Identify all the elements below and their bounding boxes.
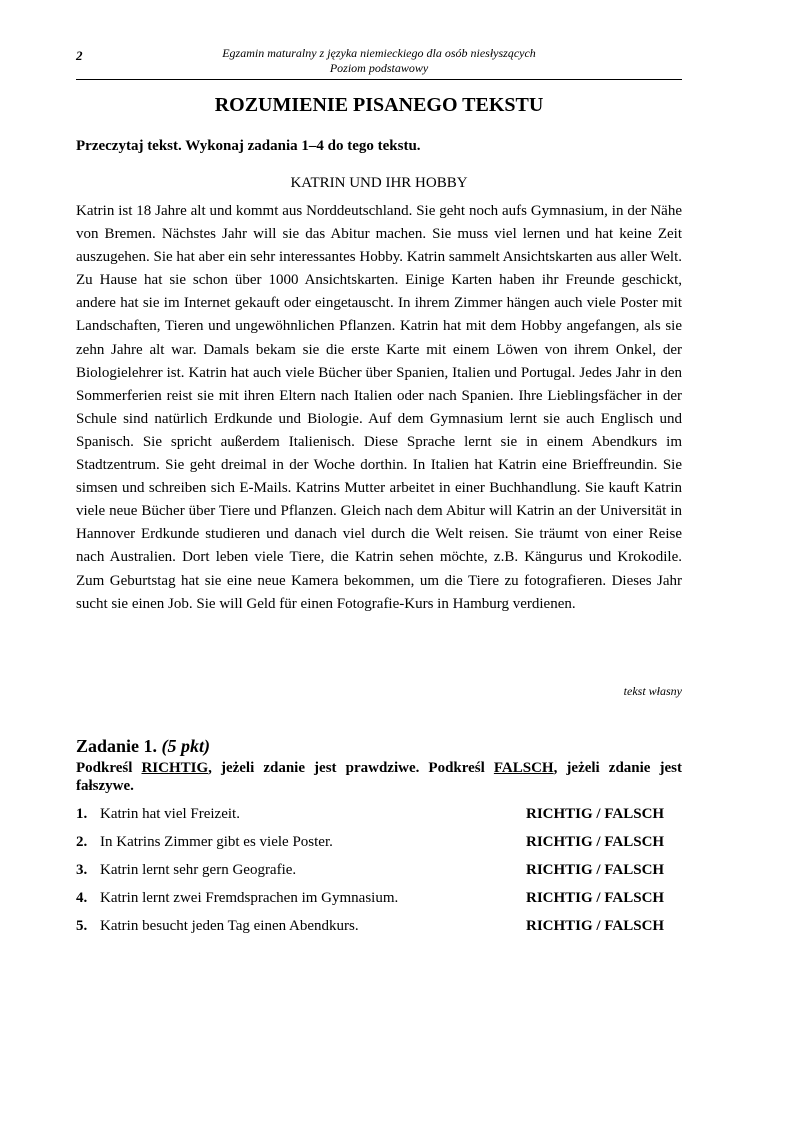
task-title bbox=[76, 736, 210, 757]
page-number: 2 bbox=[76, 48, 83, 63]
header-text bbox=[76, 46, 682, 76]
task-item bbox=[76, 832, 682, 860]
task-instruction-part: , jeżeli zdanie jest fałszywe. bbox=[76, 760, 682, 794]
item-answer-choice[interactable]: RICHTIG / FALSCH bbox=[526, 918, 665, 934]
item-answer-choice[interactable]: RICHTIG / FALSCH bbox=[526, 862, 665, 878]
item-number: 2. bbox=[76, 834, 88, 850]
task-instruction-part: Podkreśl bbox=[76, 760, 142, 776]
text-title: KATRIN UND IHR HOBBY bbox=[290, 175, 468, 191]
item-sentence: Katrin lernt zwei Fremdsprachen im Gymnasium. bbox=[100, 890, 399, 906]
section-title: ROZUMIENIE PISANEGO TEKSTU bbox=[214, 94, 544, 116]
task-item bbox=[76, 916, 682, 944]
richtig-keyword: RICHTIG bbox=[141, 760, 209, 776]
falsch-keyword: FALSCH bbox=[493, 760, 554, 776]
item-sentence: In Katrins Zimmer gibt es viele Poster. bbox=[100, 834, 333, 850]
task-item bbox=[76, 804, 682, 832]
reading-instruction: Przeczytaj tekst. Wykonaj zadania 1–4 do tego tekstu. bbox=[76, 138, 421, 154]
reading-text-body: Katrin ist 18 Jahre alt und kommt aus Norddeutschland. Sie geht noch aufs Gymnasium, in der Nähe von Bremen. Nächstes Jahr will sie das Abitur machen. Sie muss viel lernen und hat keine Zeit auszugehen. Sie hat aber ein sehr interessantes Hobby. Katrin sammelt Ansichtskarten aus aller Welt. Zu Hause hat sie schon über 1000 Ansichtskarten. Einige Karten haben ihr Freunde geschickt, andere hat sie im Internet gekauft oder eingetauscht. In ihrem Zimmer hängen auch viele Poster mit Landschaften, Tieren und ungewöhnlichen Pflanzen. Katrin hat mit dem Hobby angefangen, als sie zehn Jahre alt war. Damals bekam sie die erste Karte mit einem Löwen von ihrem Onkel, der Biologielehrer ist. Katrin hat auch viele Bücher über Spanien, Italien und Portugal. Jedes Jahr in den Sommerferien reist sie mit ihren Eltern nach Italien oder nach Spanien. Ihre Lieblingsfächer in der Schule sind natürlich Erdkunde und Biologie. Auf dem Gymnasium lernt sie auch Englisch und Spanisch. Sie spricht außerdem Italienisch. Diese Sprache lernt sie in einem Abendkurs im Stadtzentrum. Sie geht dreimal in der Woche dorthin. In Italien hat Katrin eine Brieffreundin. Sie simsen und schreiben sich E-Mails. Katrins Mutter arbeitet in einer Buchhandlung. Sie kauft Katrin viele neue Bücher über Tiere und Pflanzen. Gleich nach dem Abitur will Katrin an der Universität in Hannover Erdkunde studieren und danach viel durch die Welt reisen. Sie träumt von einer Reise nach Australien. Dort leben viele Tiere, die Katrin sehen möchte, z.B. Kängurus und Krokodile. Zum Geburtstag hat sie eine neue Kamera bekommen, um die Tiere zu fotografieren. Dieses Jahr sucht sie einen Job. Sie will Geld für einen Fotografie-Kurs in Hamburg verdienen. bbox=[76, 203, 682, 612]
task-item bbox=[76, 860, 682, 888]
item-sentence: Katrin lernt sehr gern Geografie. bbox=[100, 862, 297, 878]
task-instruction-part: , jeżeli zdanie jest prawdziwe. Podkreśl bbox=[208, 760, 494, 776]
item-answer-choice[interactable]: RICHTIG / FALSCH bbox=[526, 890, 665, 906]
header-level: Poziom podstawowy bbox=[329, 61, 429, 75]
item-answer-choice[interactable]: RICHTIG / FALSCH bbox=[526, 834, 665, 850]
task-points: (5 pkt) bbox=[161, 736, 211, 756]
header-exam-title: Egzamin maturalny z języka niemieckiego dla osób niesłyszących bbox=[222, 46, 536, 60]
item-number: 4. bbox=[76, 890, 88, 906]
item-number: 3. bbox=[76, 862, 88, 878]
item-sentence: Katrin hat viel Freizeit. bbox=[100, 806, 240, 822]
task-instruction bbox=[76, 759, 682, 795]
task-number: Zadanie 1. bbox=[76, 736, 158, 756]
item-answer-choice[interactable]: RICHTIG / FALSCH bbox=[526, 806, 665, 822]
item-number: 5. bbox=[76, 918, 88, 934]
item-number: 1. bbox=[76, 806, 88, 822]
text-source: tekst własny bbox=[623, 684, 682, 698]
task-item bbox=[76, 888, 682, 916]
task-items bbox=[76, 804, 682, 944]
page-header bbox=[76, 46, 682, 80]
item-sentence: Katrin besucht jeden Tag einen Abendkurs. bbox=[100, 918, 359, 934]
